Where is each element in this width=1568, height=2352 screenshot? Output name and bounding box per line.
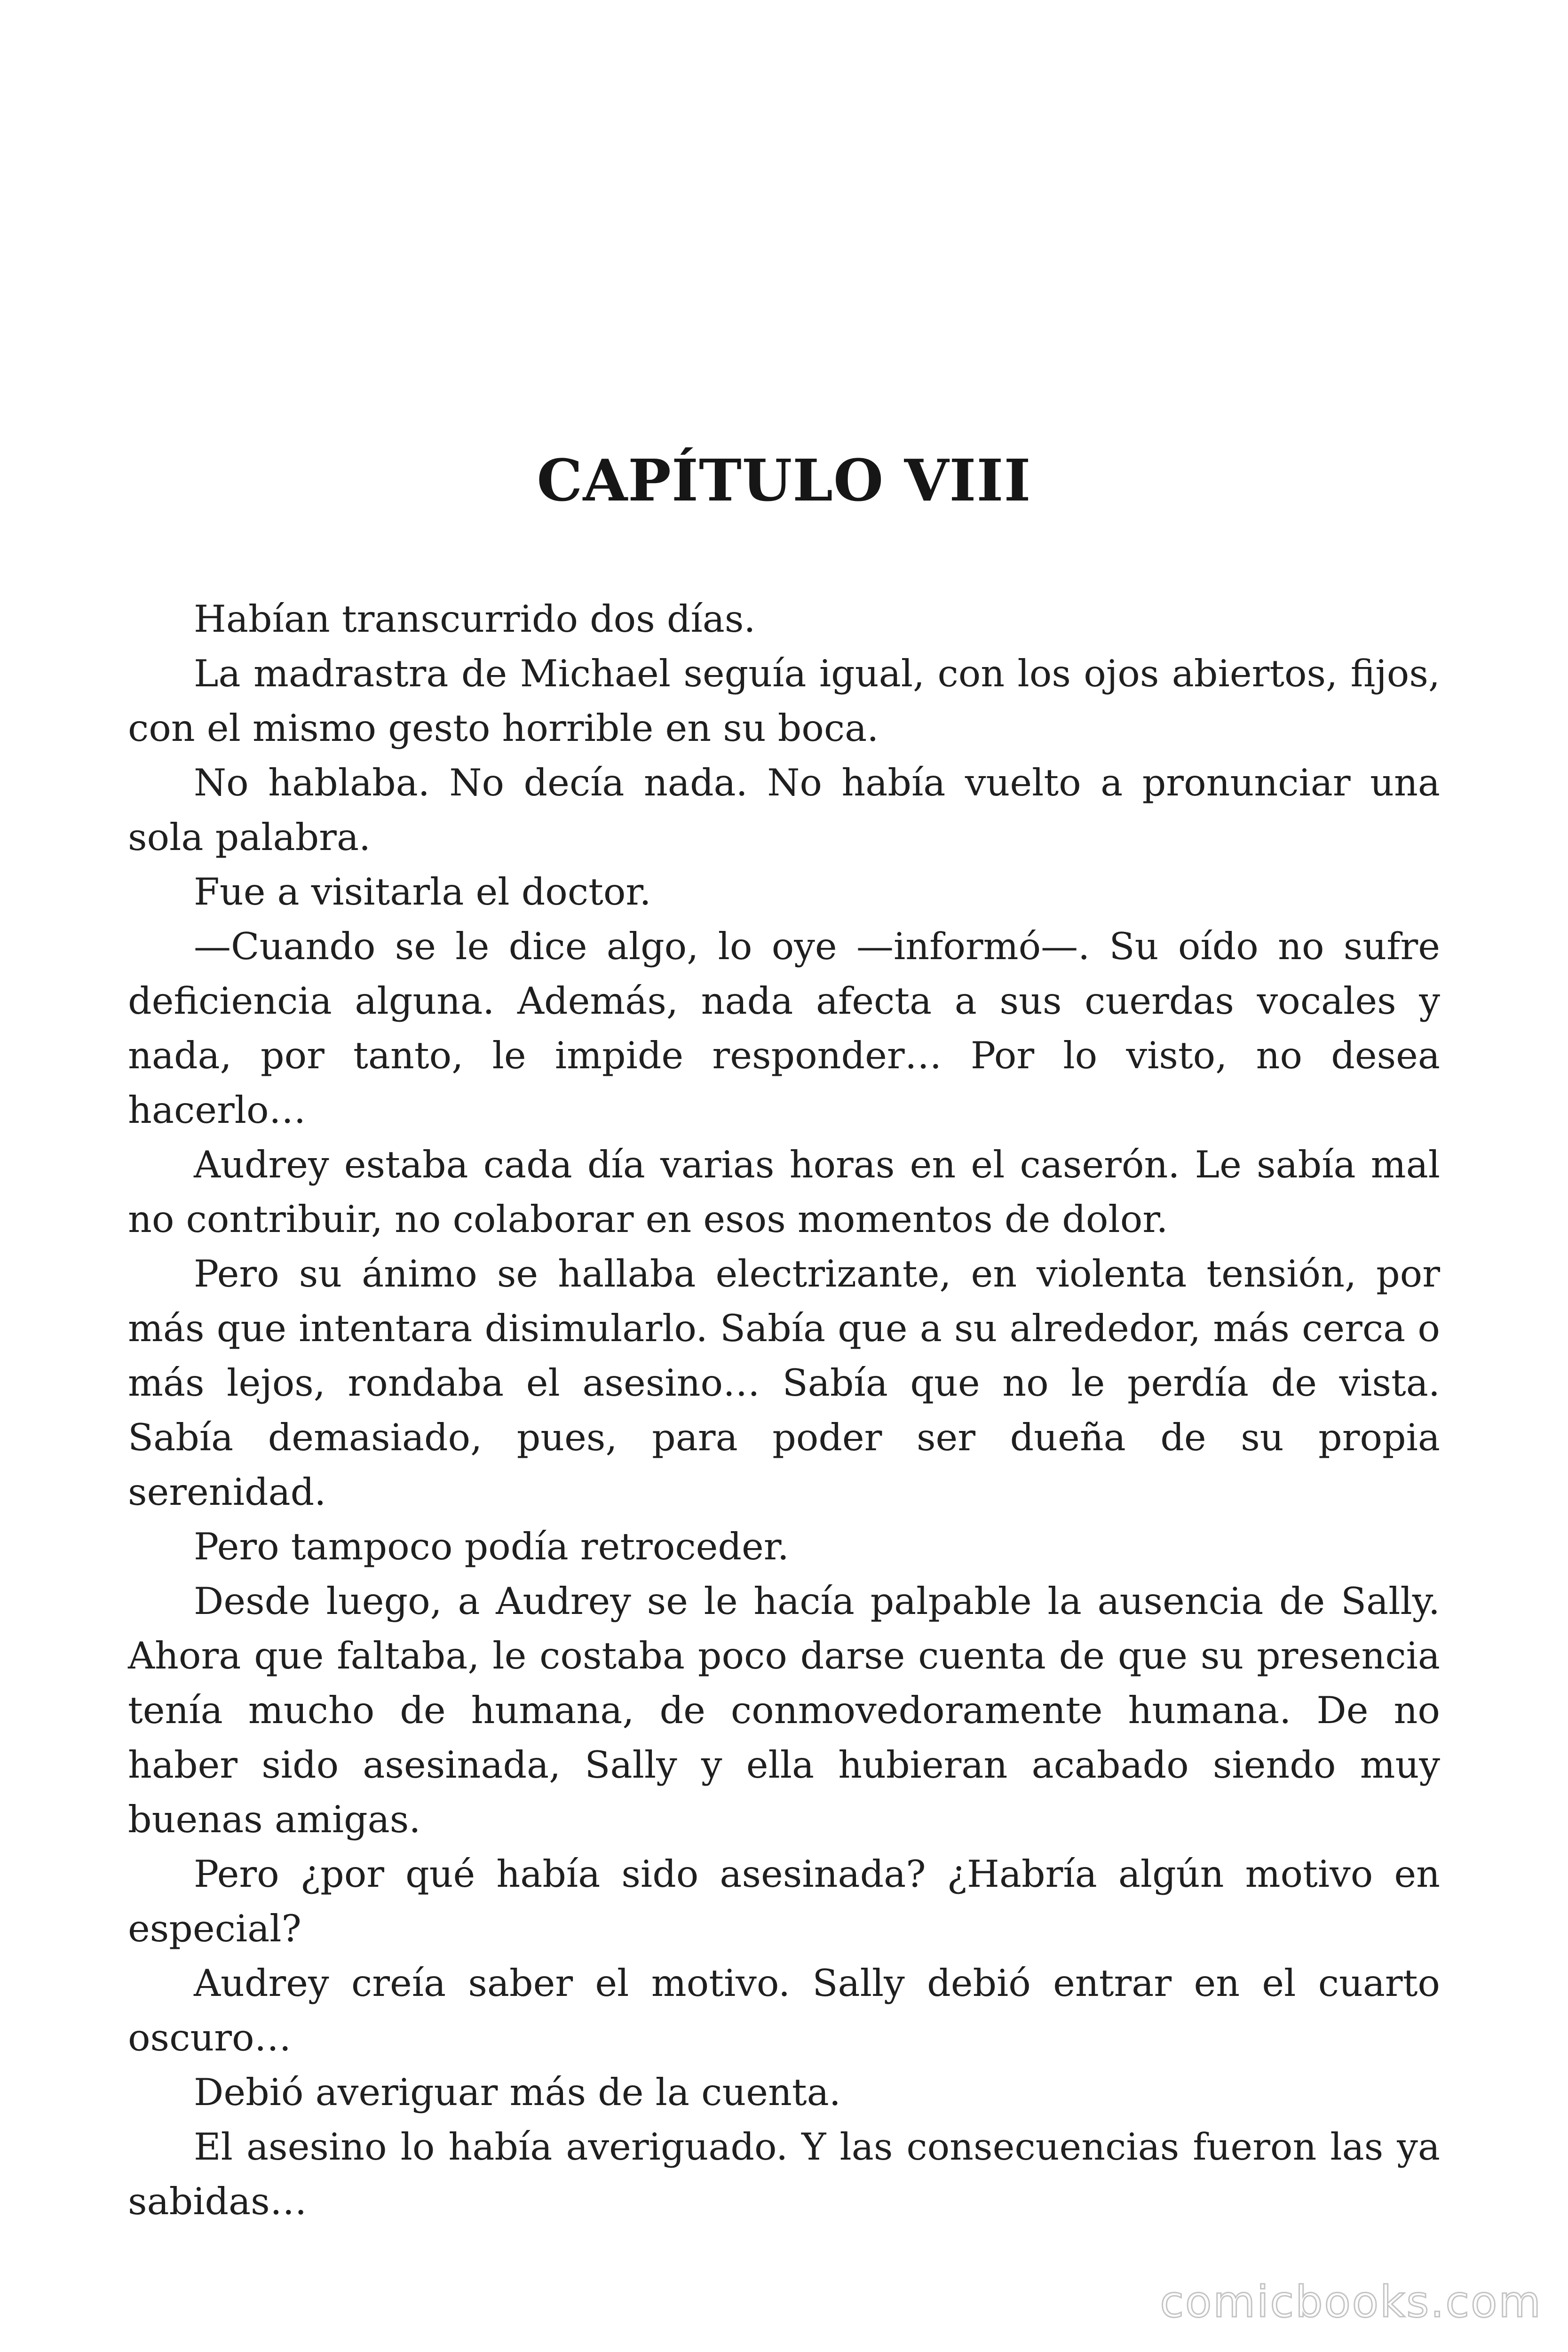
paragraph: Debió averiguar más de la cuenta. (194, 2071, 841, 2114)
watermark: comicbooks.com (1160, 2277, 1542, 2327)
paragraph: Desde luego, a Audrey se le hacía palpable la ausencia de Sally. Ahora que faltaba, le costaba poco darse cuenta de que su presencia tenía mucho de humana, de conmovedoramente humana. De no haber sido asesinada, Sally y ella hubieran acabado siendo muy buenas amigas. (128, 1580, 1440, 1841)
paragraph: Fue a visitarla el doctor. (194, 870, 651, 914)
paragraph: No hablaba. No decía nada. No había vuelto a pronunciar una sola palabra. (128, 761, 1440, 859)
paragraph: —Cuando se le dice algo, lo oye —informó—. Su oído no sufre deficiencia alguna. Además, nada afecta a sus cuerdas vocales y nada, por tanto, le impide responder… Por lo visto, no desea hacerlo… (128, 925, 1440, 1132)
paragraph: El asesino lo había averiguado. Y las consecuencias fueron las ya sabidas… (128, 2125, 1440, 2223)
paragraph: Pero su ánimo se hallaba electrizante, en violenta tensión, por más que intentara disimularlo. Sabía que a su alrededor, más cerca o más lejos, rondaba el asesino… Sabía que no le perdía de vista. Sabía demasiado, pues, para poder ser dueña de su propia serenidad. (128, 1252, 1440, 1514)
paragraph: La madrastra de Michael seguía igual, con los ojos abiertos, fijos, con el mismo gesto horrible en su boca. (128, 652, 1440, 750)
paragraph: Pero ¿por qué había sido asesinada? ¿Habría algún motivo en especial? (128, 1852, 1440, 1950)
chapter-title: CAPÍTULO VIII (537, 446, 1031, 514)
chapter-body (128, 592, 1440, 2229)
paragraph: Pero tampoco podía retroceder. (194, 1525, 789, 1568)
paragraph: Audrey estaba cada día varias horas en el caserón. Le sabía mal no contribuir, no colaborar en esos momentos de dolor. (128, 1143, 1440, 1241)
paragraph: Audrey creía saber el motivo. Sally debió entrar en el cuarto oscuro… (128, 1962, 1440, 2059)
paragraph: Habían transcurrido dos días. (194, 597, 756, 641)
